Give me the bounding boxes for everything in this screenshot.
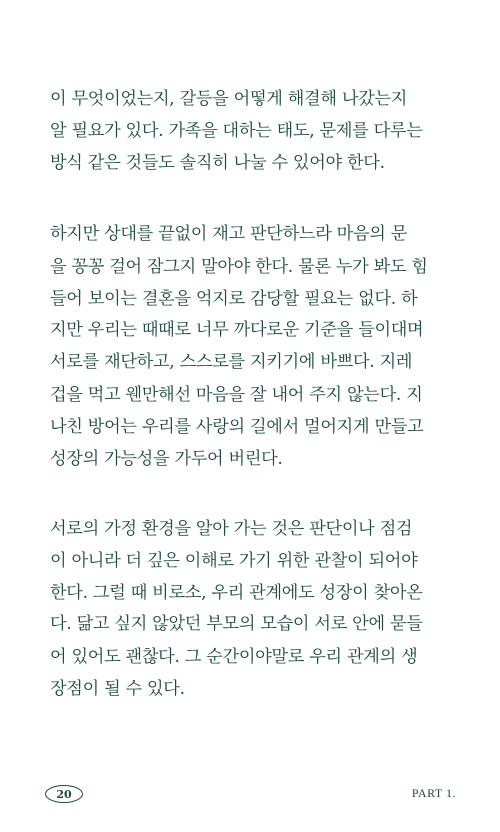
body-text-line: 들어 보이는 결혼을 억지로 감당할 필요는 없다. 하 [50, 289, 418, 309]
body-text-line: 어 있어도 괜찮다. 그 순간이야말로 우리 관계의 생 [50, 647, 418, 667]
body-text-line: 서로의 가정 환경을 알아 가는 것은 판단이나 점검 [50, 519, 413, 539]
body-text-line: 알 필요가 있다. 가족을 대하는 태도, 문제를 다루는 [50, 121, 423, 141]
body-text-line: 이 아니라 더 깊은 이해로 가기 위한 관찰이 되어야 [50, 551, 418, 571]
body-text-line: 나친 방어는 우리를 사랑의 길에서 멀어지게 만들고 [50, 417, 424, 437]
part-label: PART 1. [411, 786, 456, 800]
body-text-line: 방식 같은 것들도 솔직히 나눌 수 있어야 한다. [50, 153, 385, 173]
body-text-line: 지만 우리는 때때로 너무 까다로운 기준을 들이대며 [50, 320, 424, 340]
body-text-line: 서로를 재단하고, 스스로를 지키기에 바쁘다. 지레 [50, 352, 413, 372]
body-text-line: 하지만 상대를 끝없이 재고 판단하느라 마음의 문 [50, 224, 408, 244]
body-text-line: 다. 닮고 싶지 않았던 부모의 모습이 서로 안에 묻들 [50, 614, 423, 634]
body-text-line: 겁을 먹고 웬만해선 마음을 잘 내어 주지 않는다. 지 [50, 385, 423, 405]
page-number: 20 [45, 785, 83, 803]
body-text-line: 한다. 그럴 때 비로소, 우리 관계에도 성장이 찾아온 [50, 583, 423, 603]
body-text-line: 장점이 될 수 있다. [50, 679, 185, 699]
body-text-line: 이 무엇이었는지, 갈등을 어떻게 해결해 나갔는지 [50, 89, 408, 109]
body-text-line: 을 꽁꽁 걸어 잠그지 말아야 한다. 물론 누가 봐도 힘 [50, 257, 428, 277]
body-text-line: 성장의 가능성을 가두어 버린다. [50, 449, 283, 469]
